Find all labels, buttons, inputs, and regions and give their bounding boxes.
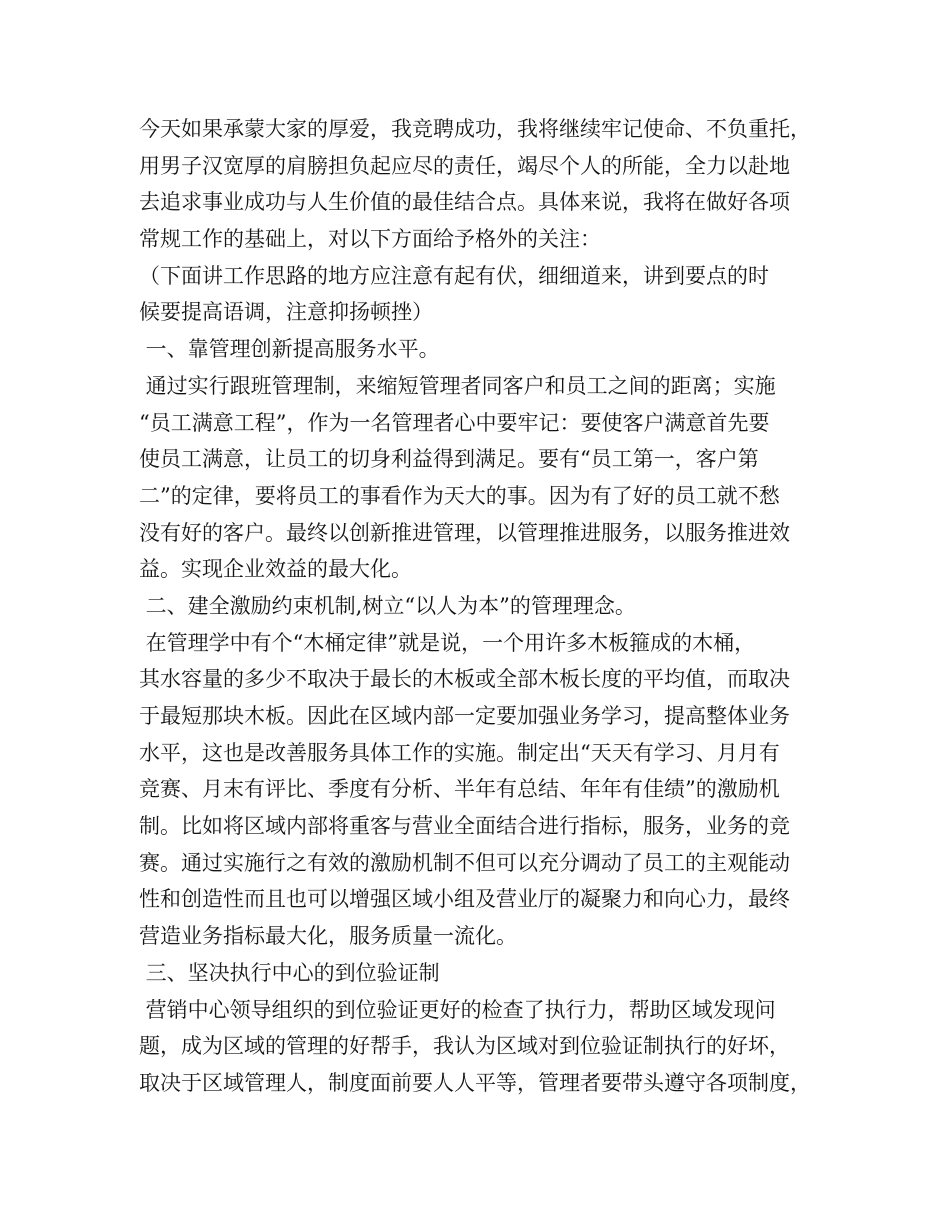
text-line: 候要提高语调，注意抑扬顿挫）: [139, 300, 433, 325]
document-body: [139, 111, 839, 1102]
text-line: 性和创造性而且也可以增强区域小组及营业厅的凝聚力和向心力，最终: [139, 887, 790, 912]
text-line: “员工满意工程”，作为一名管理者心中要牢记：要使客户满意首先要: [139, 410, 770, 435]
text-line: 去追求事业成功与人生价值的最佳结合点。具体来说，我将在做好各项: [139, 190, 790, 215]
text-line: 常规工作的基础上，对以下方面给予格外的关注：: [139, 227, 601, 252]
text-line: 营销中心领导组织的到位验证更好的检查了执行力，帮助区域发现问: [139, 997, 776, 1022]
text-line: 用男子汉宽厚的肩膀担负起应尽的责任，竭尽个人的所能，全力以赴地: [139, 153, 790, 178]
text-line: 于最短那块木板。因此在区域内部一定要加强业务学习，提高整体业务: [139, 704, 790, 728]
text-line: 题，成为区域的管理的好帮手，我认为区域对到位验证制执行的好坏，: [139, 1034, 790, 1059]
text-line: 益。实现企业效益的最大化。: [139, 557, 412, 582]
text-line: 竞赛、月末有评比、季度有分析、半年有总结、年年有佳绩”的激励机: [139, 777, 780, 802]
section-heading-3: 三、坚决执行中心的到位验证制: [139, 960, 440, 985]
section-heading-1: 一、靠管理创新提高服务水平。: [139, 337, 440, 362]
text-line: 通过实行跟班管理制，来缩短管理者同客户和员工之间的距离；实施: [139, 373, 776, 398]
text-line: 制。比如将区域内部将重客与营业全面结合进行指标，服务，业务的竞: [139, 814, 790, 839]
text-line: 营造业务指标最大化，服务质量一流化。: [139, 924, 517, 949]
text-line: 使员工满意，让员工的切身利益得到满足。要有“员工第一，客户第: [139, 447, 759, 472]
text-line: （下面讲工作思路的地方应注意有起有伏，细细道来，讲到要点的时: [139, 263, 769, 288]
section-heading-2: 二、建全激励约束机制,树立“以人为本”的管理理念。: [139, 593, 636, 618]
text-line: 赛。通过实施行之有效的激励机制不但可以充分调动了员工的主观能动: [139, 850, 790, 875]
text-line: 水平，这也是改善服务具体工作的实施。制定出“天天有学习、月月有: [139, 740, 780, 765]
text-line: 没有好的客户。最终以创新推进管理，以管理推进服务，以服务推进效: [139, 520, 790, 545]
text-line: 二”的定律，要将员工的事看作为天大的事。因为有了好的员工就不愁: [139, 483, 780, 508]
text-line: 今天如果承蒙大家的厚爱，我竞聘成功，我将继续牢记使命、不负重托，: [139, 117, 811, 141]
text-line: 其水容量的多少不取决于最长的木板或全部木板长度的平均值，而取决: [139, 667, 790, 692]
text-line: 在管理学中有个“木桶定律”就是说，一个用许多木板箍成的木桶，: [139, 630, 756, 655]
text-line: 取决于区域管理人，制度面前要人人平等，管理者要带头遵守各项制度，: [139, 1070, 811, 1095]
